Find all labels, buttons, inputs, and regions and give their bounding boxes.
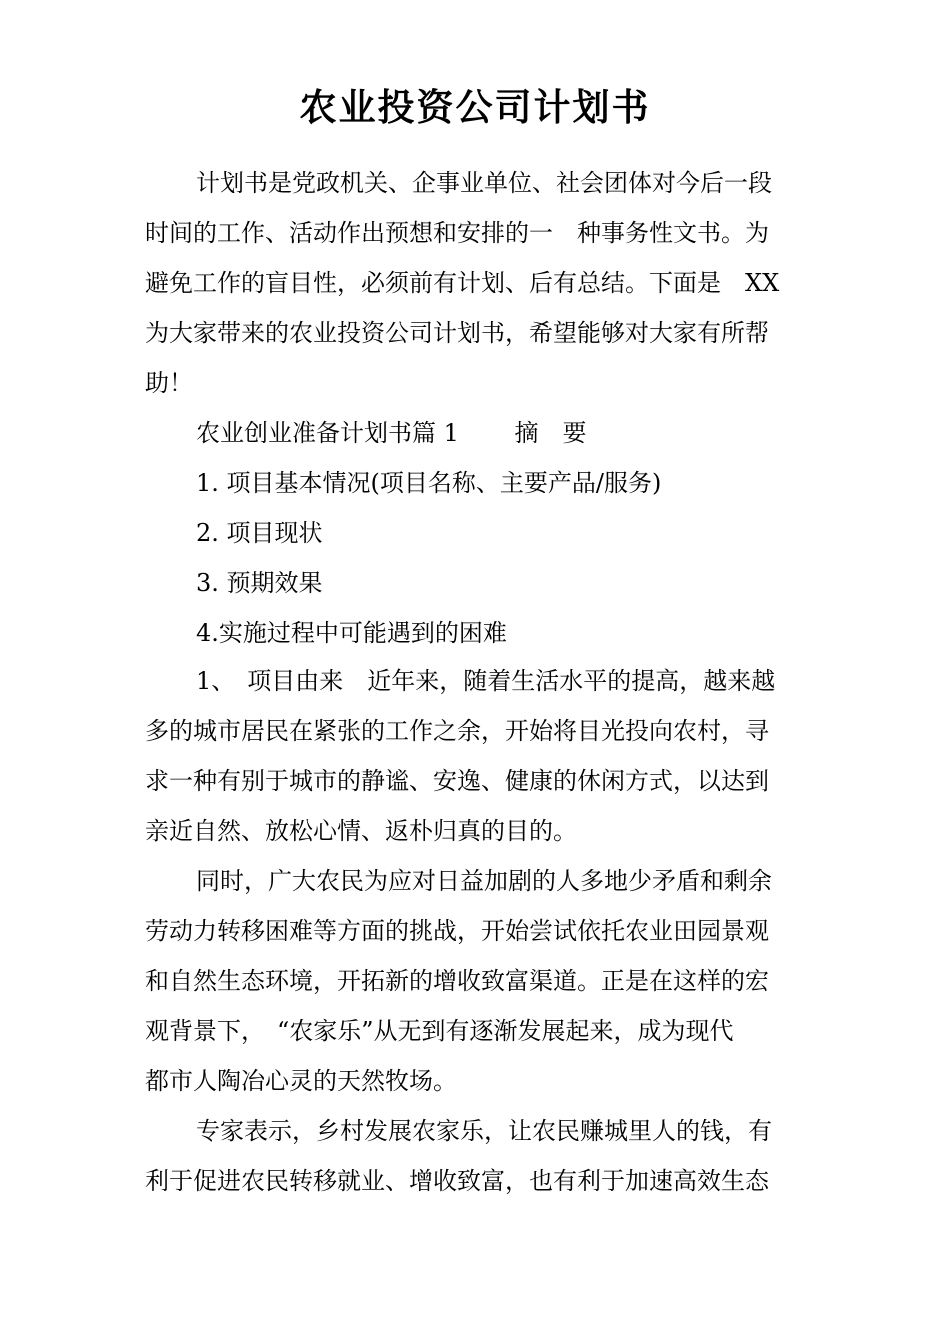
paragraph-line: 为大家带来的农业投资公司计划书，希望能够对大家有所帮 bbox=[145, 319, 769, 347]
paragraph-line: 观背景下， “农家乐”从无到有逐渐发展起来，成为现代 bbox=[145, 1017, 734, 1045]
paragraph-line: 多的城市居民在紧张的工作之余，开始将目光投向农村，寻 bbox=[145, 717, 769, 745]
paragraph-line: 1、 项目由来 近年来，随着生活水平的提高，越来越 bbox=[196, 667, 776, 695]
paragraph-line: 专家表示，乡村发展农家乐，让农民赚城里人的钱，有 bbox=[196, 1117, 772, 1145]
paragraph-line: 亲近自然、放松心情、返朴归真的目的。 bbox=[145, 817, 577, 845]
list-item: 2. 项目现状 bbox=[196, 519, 323, 547]
paragraph-line: 计划书是党政机关、企事业单位、社会团体对今后一段 bbox=[196, 169, 772, 197]
document-title: 农业投资公司计划书 bbox=[299, 86, 651, 129]
section-heading: 农业创业准备计划书篇 1 摘 要 bbox=[196, 419, 587, 447]
list-item: 4.实施过程中可能遇到的困难 bbox=[196, 619, 507, 647]
paragraph-line: 助！ bbox=[145, 369, 193, 397]
paragraph-line: 利于促进农民转移就业、增收致富，也有利于加速高效生态 bbox=[145, 1167, 769, 1195]
paragraph-line: 都市人陶冶心灵的天然牧场。 bbox=[145, 1067, 457, 1095]
paragraph-line: 避免工作的盲目性，必须前有计划、后有总结。下面是 XX bbox=[145, 269, 780, 297]
paragraph-line: 求一种有别于城市的静谧、安逸、健康的休闲方式，以达到 bbox=[145, 767, 769, 795]
paragraph-line: 劳动力转移困难等方面的挑战，开始尝试依托农业田园景观 bbox=[145, 917, 769, 945]
paragraph-line: 时间的工作、活动作出预想和安排的一 种事务性文书。为 bbox=[145, 219, 769, 247]
paragraph-line: 同时，广大农民为应对日益加剧的人多地少矛盾和剩余 bbox=[196, 867, 772, 895]
list-item: 3. 预期效果 bbox=[196, 569, 323, 597]
paragraph-line: 和自然生态环境，开拓新的增收致富渠道。正是在这样的宏 bbox=[145, 967, 769, 995]
list-item: 1. 项目基本情况(项目名称、主要产品/服务) bbox=[196, 469, 662, 497]
